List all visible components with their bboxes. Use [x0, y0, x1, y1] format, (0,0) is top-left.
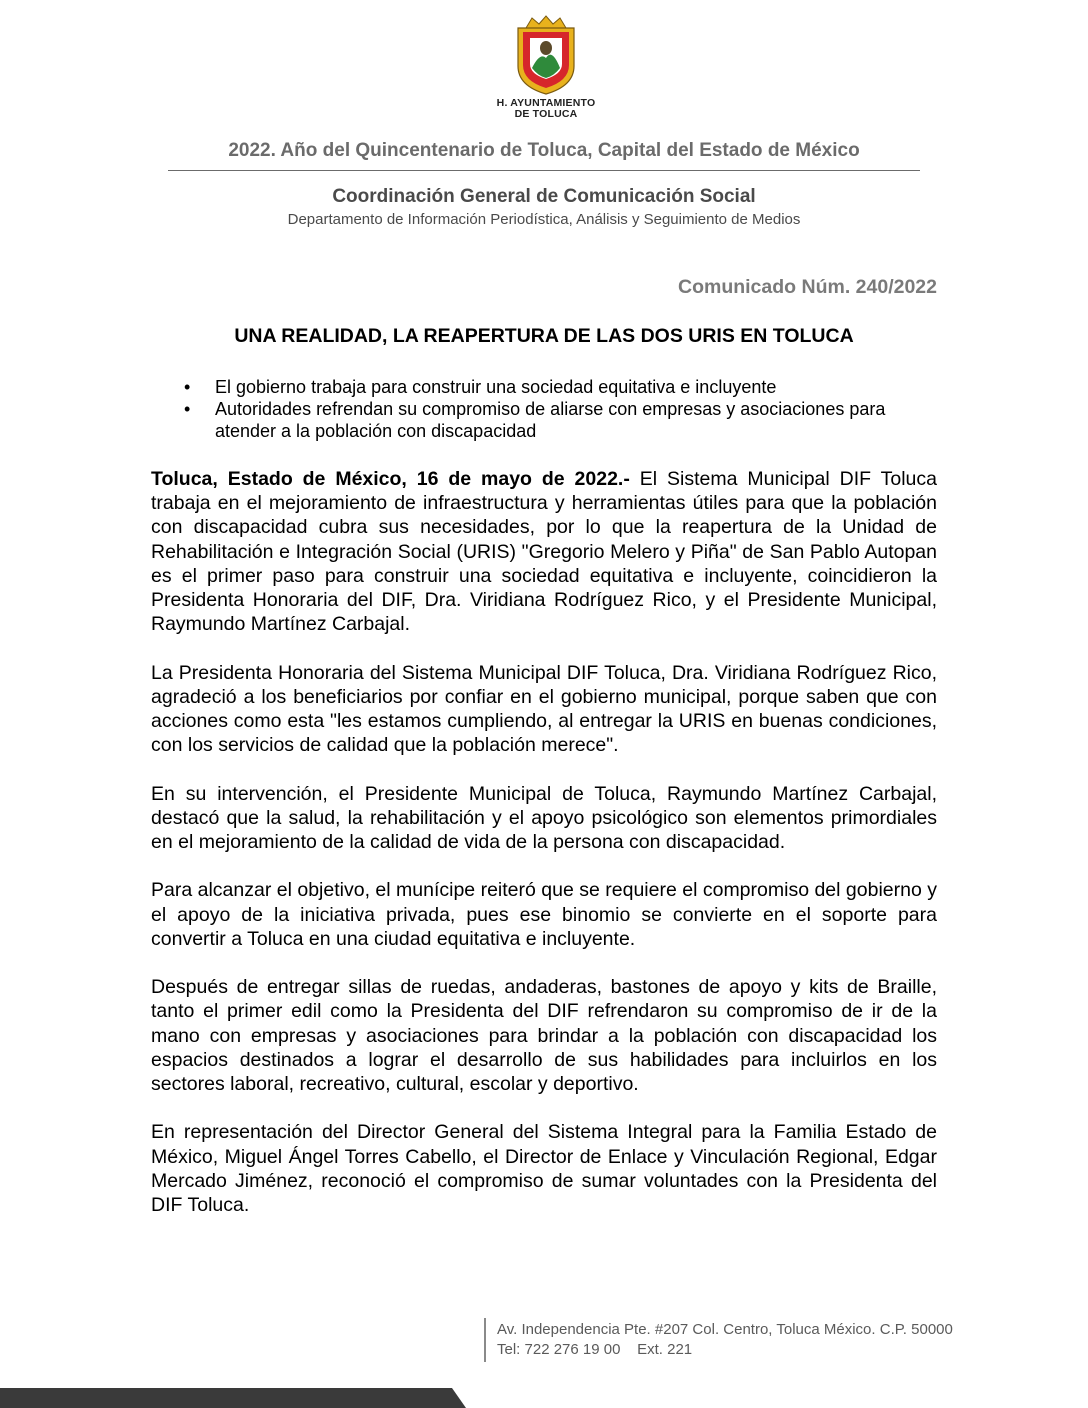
release-body [151, 467, 937, 1241]
toluca-coat-of-arms-logo [476, 14, 616, 124]
body-paragraph: En representación del Director General del Sistema Integral para la Familia Estado de México, Miguel Ángel Torres Cabello, el Director de Enlace y Vinculación Regional, Edgar Mercado Jiménez, reconoció el compromiso de sumar voluntades con la Presidenta del DIF Toluca. [151, 1121, 937, 1217]
paragraph-text: El Sistema Municipal DIF Toluca trabaja en el mejoramiento de infraestructura y herramientas útiles para que la población con discapacidad cubra sus necesidades, por lo que la reapertura de la Unidad de Rehabilitación e Integración Social (URIS) "Gregorio Melero y Piña" de San Pablo Autopan es el primer paso para construir una sociedad equitativa e incluyente, coincidieron la Presidenta Honoraria del DIF, Dra. Viridiana Rodríguez Rico, y el Presidente Municipal, Raymundo Martínez Carbajal. [151, 468, 937, 636]
body-paragraph [151, 467, 937, 636]
press-release-headline: UNA REALIDAD, LA REAPERTURA DE LAS DOS URIS EN TOLUCA [234, 325, 854, 347]
footer-address-line: Av. Independencia Pte. #207 Col. Centro, Toluca México. C.P. 50000 [497, 1321, 953, 1338]
body-paragraph: Después de entregar sillas de ruedas, andaderas, bastones de apoyo y kits de Braille, tanto el primer edil como la Presidenta del DIF refrendaron su compromiso de ir de la mano con empresas y asociaciones para brindar a la población con discapacidad los espacios destinados a lograr el desarrollo de sus habilidades para incluirlos en los sectores laboral, recreativo, cultural, escolar y deportivo. [151, 976, 937, 1096]
summary-bullets [184, 376, 914, 442]
body-paragraph: En su intervención, el Presidente Municipal de Toluca, Raymundo Martínez Carbajal, destacó que la salud, la rehabilitación y el apoyo psicológico son elementos primordiales en el mejoramiento de la calidad de vida de la persona con discapacidad. [151, 782, 937, 854]
year-slogan: 2022. Año del Quincentenario de Toluca, Capital del Estado de México [228, 140, 860, 161]
release-number: Comunicado Núm. 240/2022 [677, 276, 937, 298]
bullet-item: • Autoridades refrendan su compromiso de aliarse con empresas y asociaciones para atender a la población con discapacidad [184, 398, 914, 442]
bullet-item: • El gobierno trabaja para construir una sociedad equitativa e incluyente [184, 376, 914, 398]
department-title: Departamento de Información Periodística, Análisis y Seguimiento de Medios [287, 211, 801, 228]
footer-contact [497, 1320, 953, 1360]
header-divider [168, 170, 920, 171]
coordination-title: Coordinación General de Comunicación Social [332, 186, 756, 207]
footer-divider [484, 1318, 486, 1362]
dateline: Toluca, Estado de México, 16 de mayo de 2022.- [151, 468, 630, 490]
body-paragraph: Para alcanzar el objetivo, el munícipe reiteró que se requiere el compromiso del gobierno y el apoyo de la iniciativa privada, pues ese binomio se convierte en el soporte para convertir a Toluca en una ciudad equitativa e incluyente. [151, 879, 937, 950]
footer-phone-line: Tel: 722 276 19 00 Ext. 221 [497, 1341, 693, 1358]
body-paragraph: La Presidenta Honoraria del Sistema Municipal DIF Toluca, Dra. Viridiana Rodríguez Rico, agradeció a los beneficiarios por confiar en el gobierno municipal, porque saben que con acciones como esta "les estamos cumpliendo, al entregar la URIS en buenas condiciones, con los servicios de calidad que la población merece". [151, 661, 937, 757]
logo-text-line1: H. AYUNTAMIENTO [496, 97, 596, 109]
coat-of-arms-icon [510, 14, 582, 96]
logo-text-line2: DE TOLUCA [514, 108, 578, 120]
footer-stripe-decoration [0, 1384, 1088, 1408]
